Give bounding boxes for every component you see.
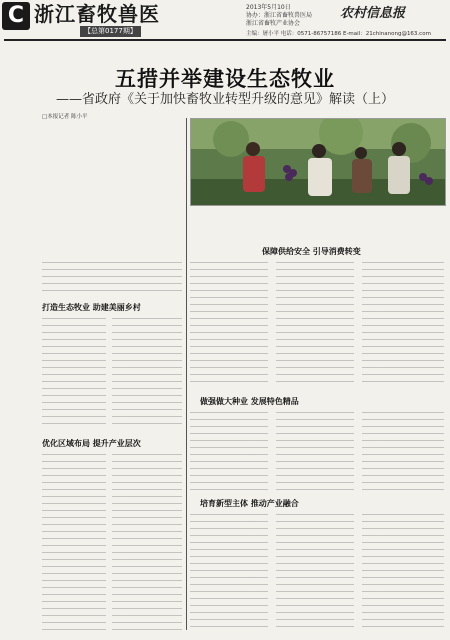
section-3-column-1 xyxy=(190,412,268,490)
date-line: 2013年5月10日 xyxy=(246,4,291,11)
photo-caption xyxy=(190,206,444,228)
section-5-column-1 xyxy=(190,514,268,630)
section-3-column-2 xyxy=(276,412,354,490)
masthead xyxy=(0,0,450,40)
newspaper-logo: 农村信息报 xyxy=(340,6,406,21)
section-3-column-3 xyxy=(362,412,444,490)
article-headline: 五措并举建设生态牧业 xyxy=(115,66,335,91)
contact-line: 主编：屠小平 电话：0571-86757186 E-mail：21chinanong@163.com xyxy=(246,31,431,37)
issue-number: 【总第0177期】 xyxy=(80,26,141,37)
column-divider xyxy=(186,118,187,630)
section-heading-5: 培育新型主体 推动产业融合 xyxy=(200,499,299,508)
section-2-column-2 xyxy=(112,318,182,428)
section-heading-1: 保障供给安全 引导消费转变 xyxy=(262,247,361,256)
section-2-column-1 xyxy=(42,318,106,428)
article-lead xyxy=(42,126,182,256)
section-1-column-2 xyxy=(276,262,354,388)
section-title: 浙江畜牧兽医 xyxy=(34,2,160,26)
sponsor-line-1: 协办：浙江省畜牧兽医局 xyxy=(246,12,313,19)
sponsor-line-2: 浙江省畜牧产业协会 xyxy=(246,20,301,27)
section-letter: C xyxy=(2,2,30,30)
masthead-rule xyxy=(4,39,446,41)
section-1-column-1 xyxy=(190,262,268,388)
section-5-column-3 xyxy=(362,514,444,630)
article-byline: □本报记者 陈小平 xyxy=(42,114,88,120)
section-5-column-2 xyxy=(276,514,354,630)
section-heading-4: 优化区域布局 提升产业层次 xyxy=(42,439,141,448)
section-4-column-1 xyxy=(42,454,106,630)
section-4-column-2 xyxy=(112,454,182,630)
lead-continuation xyxy=(42,262,182,292)
article-photo xyxy=(190,118,446,206)
publication-meta xyxy=(246,4,338,28)
section-heading-3: 做强做大种业 发展特色精品 xyxy=(200,397,299,406)
article-subheadline: ——省政府《关于加快畜牧业转型升级的意见》解读（上） xyxy=(55,92,394,107)
section-1-column-3 xyxy=(362,262,444,388)
section-heading-2: 打造生态牧业 助建美丽乡村 xyxy=(42,303,141,312)
